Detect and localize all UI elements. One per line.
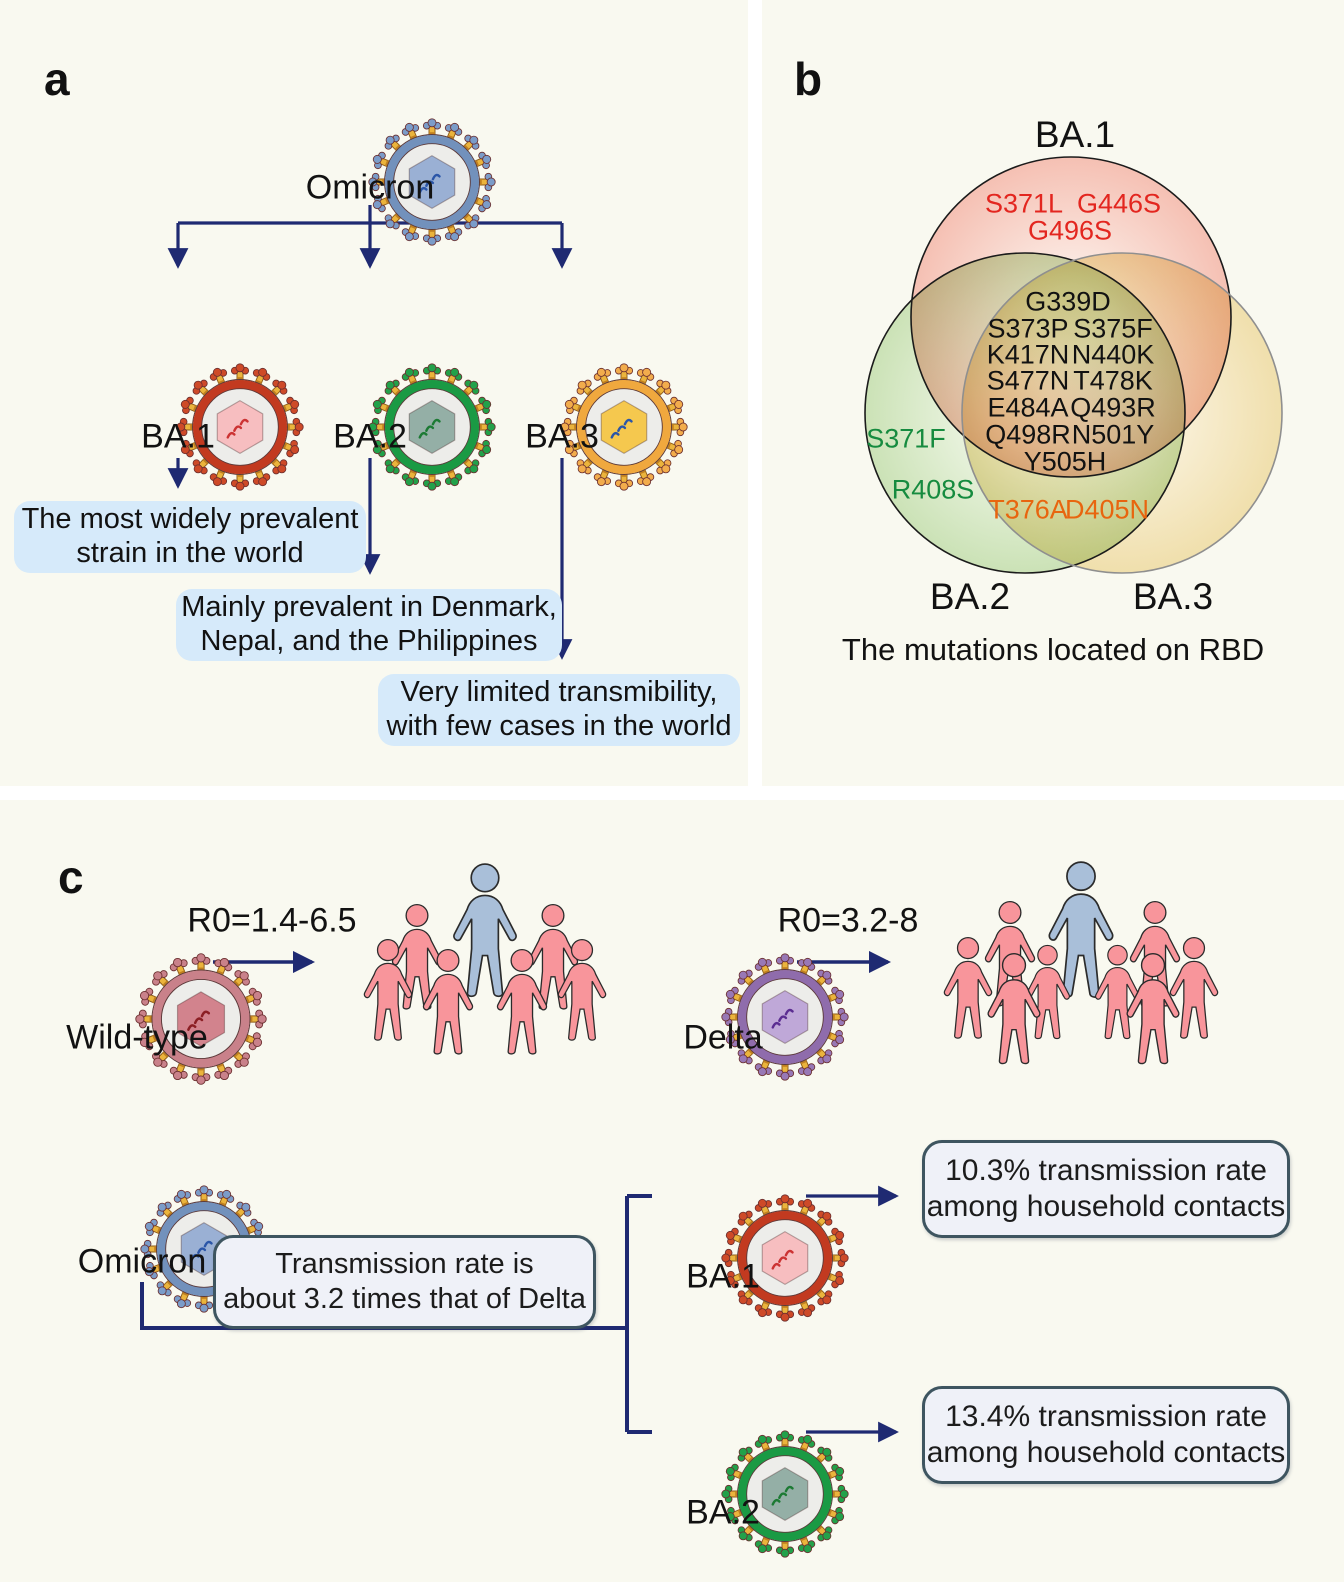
ba3-label: BA.3 xyxy=(525,417,599,456)
mutation-label: Y505H xyxy=(1023,446,1107,477)
ba1-stat-box xyxy=(922,1140,1290,1238)
delta-virus-icon xyxy=(661,893,785,1017)
mutation-label: G496S xyxy=(1027,215,1113,246)
mutation-label: S371L xyxy=(984,188,1064,219)
note-line: The most widely prevalent xyxy=(21,503,359,536)
delta-label: Delta xyxy=(683,1018,763,1057)
note-line: about 3.2 times that of Delta xyxy=(223,1283,586,1315)
ba2-note-box xyxy=(176,589,562,661)
note-line: Transmission rate is xyxy=(275,1248,534,1281)
mutation-label: Q493R xyxy=(1070,392,1156,423)
panel-b-letter: b xyxy=(794,53,823,105)
ba1-note-box xyxy=(14,501,366,573)
ba3-note-box xyxy=(378,674,740,746)
note-line: Very limited transmibility, xyxy=(400,676,718,709)
ba3-virus-icon xyxy=(500,303,624,427)
venn-caption: The mutations located on RBD xyxy=(841,632,1265,667)
mutation-label: S375F xyxy=(1073,313,1153,344)
mutation-label: G446S xyxy=(1076,188,1162,219)
ba1-virus-icon xyxy=(116,303,240,427)
mutation-label: Q498R xyxy=(985,419,1071,450)
mutation-label: S371F xyxy=(866,423,946,454)
mutation-label: R408S xyxy=(891,474,975,505)
ba2-c-virus-icon xyxy=(661,1370,785,1494)
panel-c-letter: c xyxy=(58,851,84,903)
omicron-label: Omicron xyxy=(305,168,435,207)
ba1-c-virus-icon xyxy=(661,1134,785,1258)
note-line: Nepal, and the Philippines xyxy=(200,625,538,657)
omicron-virus-icon xyxy=(308,58,432,182)
omicron-c-virus-icon xyxy=(80,1125,204,1249)
ba1-label: BA.1 xyxy=(141,417,215,456)
stat-line: 10.3% transmission rate xyxy=(945,1154,1267,1187)
ba1-c-label: BA.1 xyxy=(686,1257,760,1296)
note-line: Mainly prevalent in Denmark, xyxy=(181,591,557,624)
venn-ba1-label: BA.1 xyxy=(1034,114,1116,155)
ba2-stat-box xyxy=(922,1386,1290,1484)
note-line: with few cases in the world xyxy=(386,710,732,742)
panel-a-letter: a xyxy=(44,53,70,105)
venn-ba3-label: BA.3 xyxy=(1132,576,1214,617)
omicron-transmission-note-box xyxy=(213,1235,596,1329)
mutation-label: N440K xyxy=(1071,339,1155,370)
venn-ba2-label: BA.2 xyxy=(929,576,1011,617)
mutation-label: E484A xyxy=(987,392,1069,423)
mutation-label: S477N xyxy=(986,365,1070,396)
stat-line: among household contacts xyxy=(926,1190,1286,1223)
ba2-label: BA.2 xyxy=(333,417,407,456)
stat-line: among household contacts xyxy=(926,1436,1286,1469)
omicron-c-label: Omicron xyxy=(77,1242,207,1281)
mutation-label: K417N xyxy=(986,339,1070,370)
note-line: strain in the world xyxy=(76,537,304,569)
wildtype-label: Wild-type xyxy=(66,1018,208,1057)
mutation-label: T478K xyxy=(1073,365,1153,396)
stat-line: 13.4% transmission rate xyxy=(945,1400,1267,1433)
mutation-label: T376A xyxy=(988,494,1068,525)
wildtype-virus-icon xyxy=(73,891,201,1019)
mutation-label: N501Y xyxy=(1071,419,1155,450)
mutation-label: S373P xyxy=(987,313,1069,344)
mutation-label: D405N xyxy=(1064,494,1150,525)
ba2-virus-icon xyxy=(308,303,432,427)
wildtype-r0-label: R0=1.4-6.5 xyxy=(187,901,357,940)
ba2-c-label: BA.2 xyxy=(686,1493,760,1532)
panel-b-background xyxy=(762,0,1344,786)
delta-r0-label: R0=3.2-8 xyxy=(777,901,919,940)
mutation-label: G339D xyxy=(1025,286,1111,317)
